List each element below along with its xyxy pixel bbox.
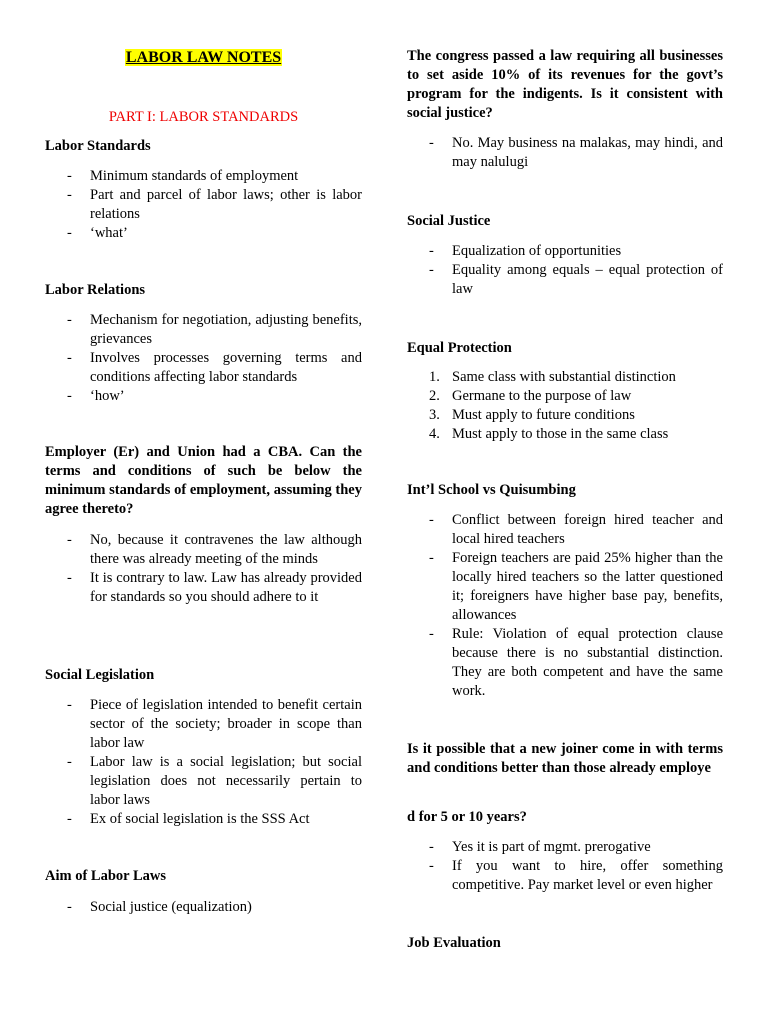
item-text: Must apply to those in the same class (452, 426, 669, 442)
item-number: 3. (429, 407, 440, 423)
list-item: - ‘what’ (45, 224, 362, 243)
item-text: Germane to the purpose of law (452, 388, 632, 404)
cba-answer-list (45, 531, 362, 607)
intl-school-list (407, 511, 723, 701)
social-justice-heading: Social Justice (407, 213, 491, 229)
aim-list (45, 898, 362, 917)
new-joiner-question: Is it possible that a new joiner come in with terms and conditions better than those already employe (407, 741, 723, 776)
list-item (407, 387, 723, 406)
labor-relations-heading: Labor Relations (45, 282, 146, 298)
congress-question: The congress passed a law requiring all businesses to set aside 10% of its revenues for the govt’s program for the indigents. Is it consistent with social justice? (407, 48, 723, 121)
list-item: - Rule: Violation of equal protection clause because there is no substantial distinction. They are both competent and have the same work. (407, 625, 723, 701)
list-item (407, 368, 723, 387)
part-heading: PART I: LABOR STANDARDS (108, 109, 299, 125)
cba-question: Employer (Er) and Union had a CBA. Can the terms and conditions of such be below the minimum standards of employment, assuming they agree thereto? (45, 444, 362, 517)
list-item: - Conflict between foreign hired teacher and local hired teachers (407, 511, 723, 549)
equal-protection-heading: Equal Protection (407, 340, 512, 356)
item-text: Must apply to future conditions (452, 407, 635, 423)
list-item: - Labor law is a social legislation; but social legislation does not necessarily pertain to labor laws (45, 753, 362, 810)
list-item (407, 425, 723, 444)
list-item: - Yes it is part of mgmt. prerogative (407, 838, 723, 857)
list-item: - No, because it contravenes the law although there was already meeting of the minds (45, 531, 362, 569)
list-item: - Minimum standards of employment (45, 167, 362, 186)
social-legislation-heading: Social Legislation (45, 667, 155, 683)
document-title-text: LABOR LAW NOTES (125, 49, 282, 66)
list-item: - It is contrary to law. Law has already provided for standards so you should adhere to it (45, 569, 362, 607)
new-joiner-answer-list (407, 838, 723, 895)
social-legislation-list (45, 696, 362, 829)
job-evaluation-heading: Job Evaluation (407, 935, 501, 951)
list-item: - Equalization of opportunities (407, 242, 723, 261)
new-joiner-question-continued: d for 5 or 10 years? (407, 809, 527, 825)
list-item (407, 406, 723, 425)
intl-school-heading: Int’l School vs Quisumbing (407, 482, 576, 498)
list-item: - No. May business na malakas, may hindi, and may nalulugi (407, 134, 723, 172)
aim-heading: Aim of Labor Laws (45, 868, 166, 884)
labor-standards-heading: Labor Standards (45, 138, 151, 154)
list-item: - Mechanism for negotiation, adjusting benefits, grievances (45, 311, 362, 349)
labor-standards-list (45, 167, 362, 243)
item-number: 4. (429, 426, 440, 442)
list-item: - ‘how’ (45, 387, 362, 406)
item-number: 1. (429, 369, 440, 385)
document-title (45, 48, 362, 67)
list-item: - Piece of legislation intended to benefit certain sector of the society; broader in scope than labor law (45, 696, 362, 753)
congress-answer-list (407, 134, 723, 172)
list-item: - Social justice (equalization) (45, 898, 362, 917)
list-item: - If you want to hire, offer something competitive. Pay market level or even higher (407, 857, 723, 895)
list-item: - Involves processes governing terms and conditions affecting labor standards (45, 349, 362, 387)
labor-relations-list (45, 311, 362, 406)
list-item: - Foreign teachers are paid 25% higher than the locally hired teachers so the latter questioned it; foreigners have higher base pay, benefits, allowances (407, 549, 723, 625)
list-item: - Equality among equals – equal protection of law (407, 261, 723, 299)
social-justice-list (407, 242, 723, 299)
list-item: - Part and parcel of labor laws; other is labor relations (45, 186, 362, 224)
equal-protection-list (407, 368, 723, 444)
item-number: 2. (429, 388, 440, 404)
list-item: - Ex of social legislation is the SSS Act (45, 810, 362, 829)
item-text: Same class with substantial distinction (452, 369, 676, 385)
